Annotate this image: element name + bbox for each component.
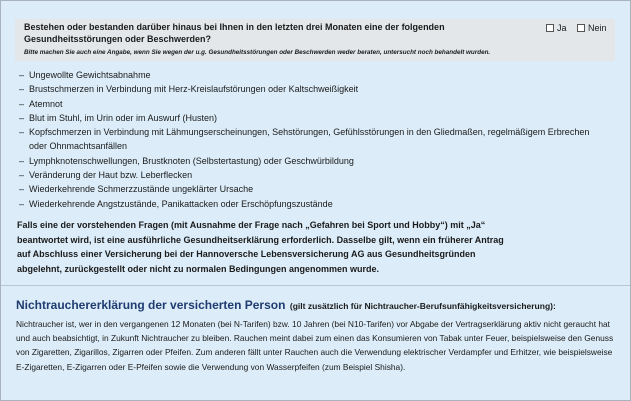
list-item: – Blut im Stuhl, im Urin oder im Auswurf (Husten) [19, 111, 609, 125]
list-item: – Lymphknotenschwellungen, Brustknoten (Selbstertastung) oder Geschwürbildung [19, 154, 609, 168]
section-title: Nichtrauchererklärung der versicherten Person [16, 298, 286, 312]
question-text: Bestehen oder bestanden darüber hinaus bei Ihnen in den letzten drei Monaten eine der folgenden Gesundheitsstörungen oder Beschwerden? [24, 22, 445, 44]
option-ja[interactable] [546, 23, 567, 33]
health-declaration-notice: Falls eine der vorstehenden Fragen (mit Ausnahme der Frage nach „Gefahren bei Sport und Hobby“) mit „Ja“ beantwortet wird, ist eine ausführliche Gesundheitserklärung erforderlich. Dasselbe gilt, wenn ein früherer Antrag auf Abschluss einer Versicherung bei der Hannoversche Lebensversicherung AG aus Gesundheitsgründen abgelehnt, zurückgestellt oder nicht zu normalen Bedingungen angenommen wurde. [17, 220, 504, 274]
list-item: – Atemnot [19, 97, 609, 111]
ja-label: Ja [557, 23, 567, 33]
list-item: – Wiederkehrende Angstzustände, Panikattacken oder Erschöpfungszustände [19, 197, 609, 211]
list-item: – Veränderung der Haut bzw. Leberflecken [19, 168, 609, 182]
section-divider [1, 285, 630, 286]
conditions-list [19, 68, 609, 211]
list-item: – Ungewollte Gewichtsabnahme [19, 68, 609, 82]
question-note: Bitte machen Sie auch eine Angabe, wenn Sie wegen der u.g. Gesundheitsstörungen oder Beschwerden weder beraten, untersucht noch behandelt wurden. [24, 49, 491, 56]
section-subtitle: (gilt zusätzlich für Nichtraucher-Berufsunfähigkeitsversicherung): [289, 301, 556, 311]
list-item: – Brustschmerzen in Verbindung mit Herz-Kreislaufstörungen oder Kaltschweißigkeit [19, 82, 609, 96]
non-smoker-definition: Nichtraucher ist, wer in den vergangenen 12 Monaten (bei N-Tarifen) bzw. 10 Jahren (bei N10-Tarifen) vor Abgabe der Vertragserklärung aktiv nicht geraucht hat und auch beabsichtigt, in Zukunft Nichtraucher zu bleiben. Rauchen meint dabei zum einen das Konsumieren von Tabak unter Feuer, beispielsweise den Genuss von Zigaretten, Zigarillos, Zigarren oder Pfeifen. Zum anderen fällt unter Rauchen auch die Verwendung elektrischer Verdampfer und Erhitzer, wie beispielsweise E-Zigaretten, E-Zigarren oder E-Pfeifen sowie die Verwendung von Wasserpfeifen (zum Beispiel Shisha). [16, 319, 614, 372]
list-item: – Kopfschmerzen in Verbindung mit Lähmungserscheinungen, Sehstörungen, Gefühlsstörungen in den Gliedmaßen, regelmäßigem Erbrechen oder Ohnmachtsanfällen [19, 125, 609, 154]
nein-label: Nein [588, 23, 607, 33]
question-box [15, 19, 615, 61]
option-nein[interactable] [577, 23, 607, 33]
list-item: – Wiederkehrende Schmerzzustände ungeklärter Ursache [19, 182, 609, 196]
nein-checkbox[interactable] [577, 24, 585, 32]
section-heading [16, 296, 616, 314]
ja-checkbox[interactable] [546, 24, 554, 32]
